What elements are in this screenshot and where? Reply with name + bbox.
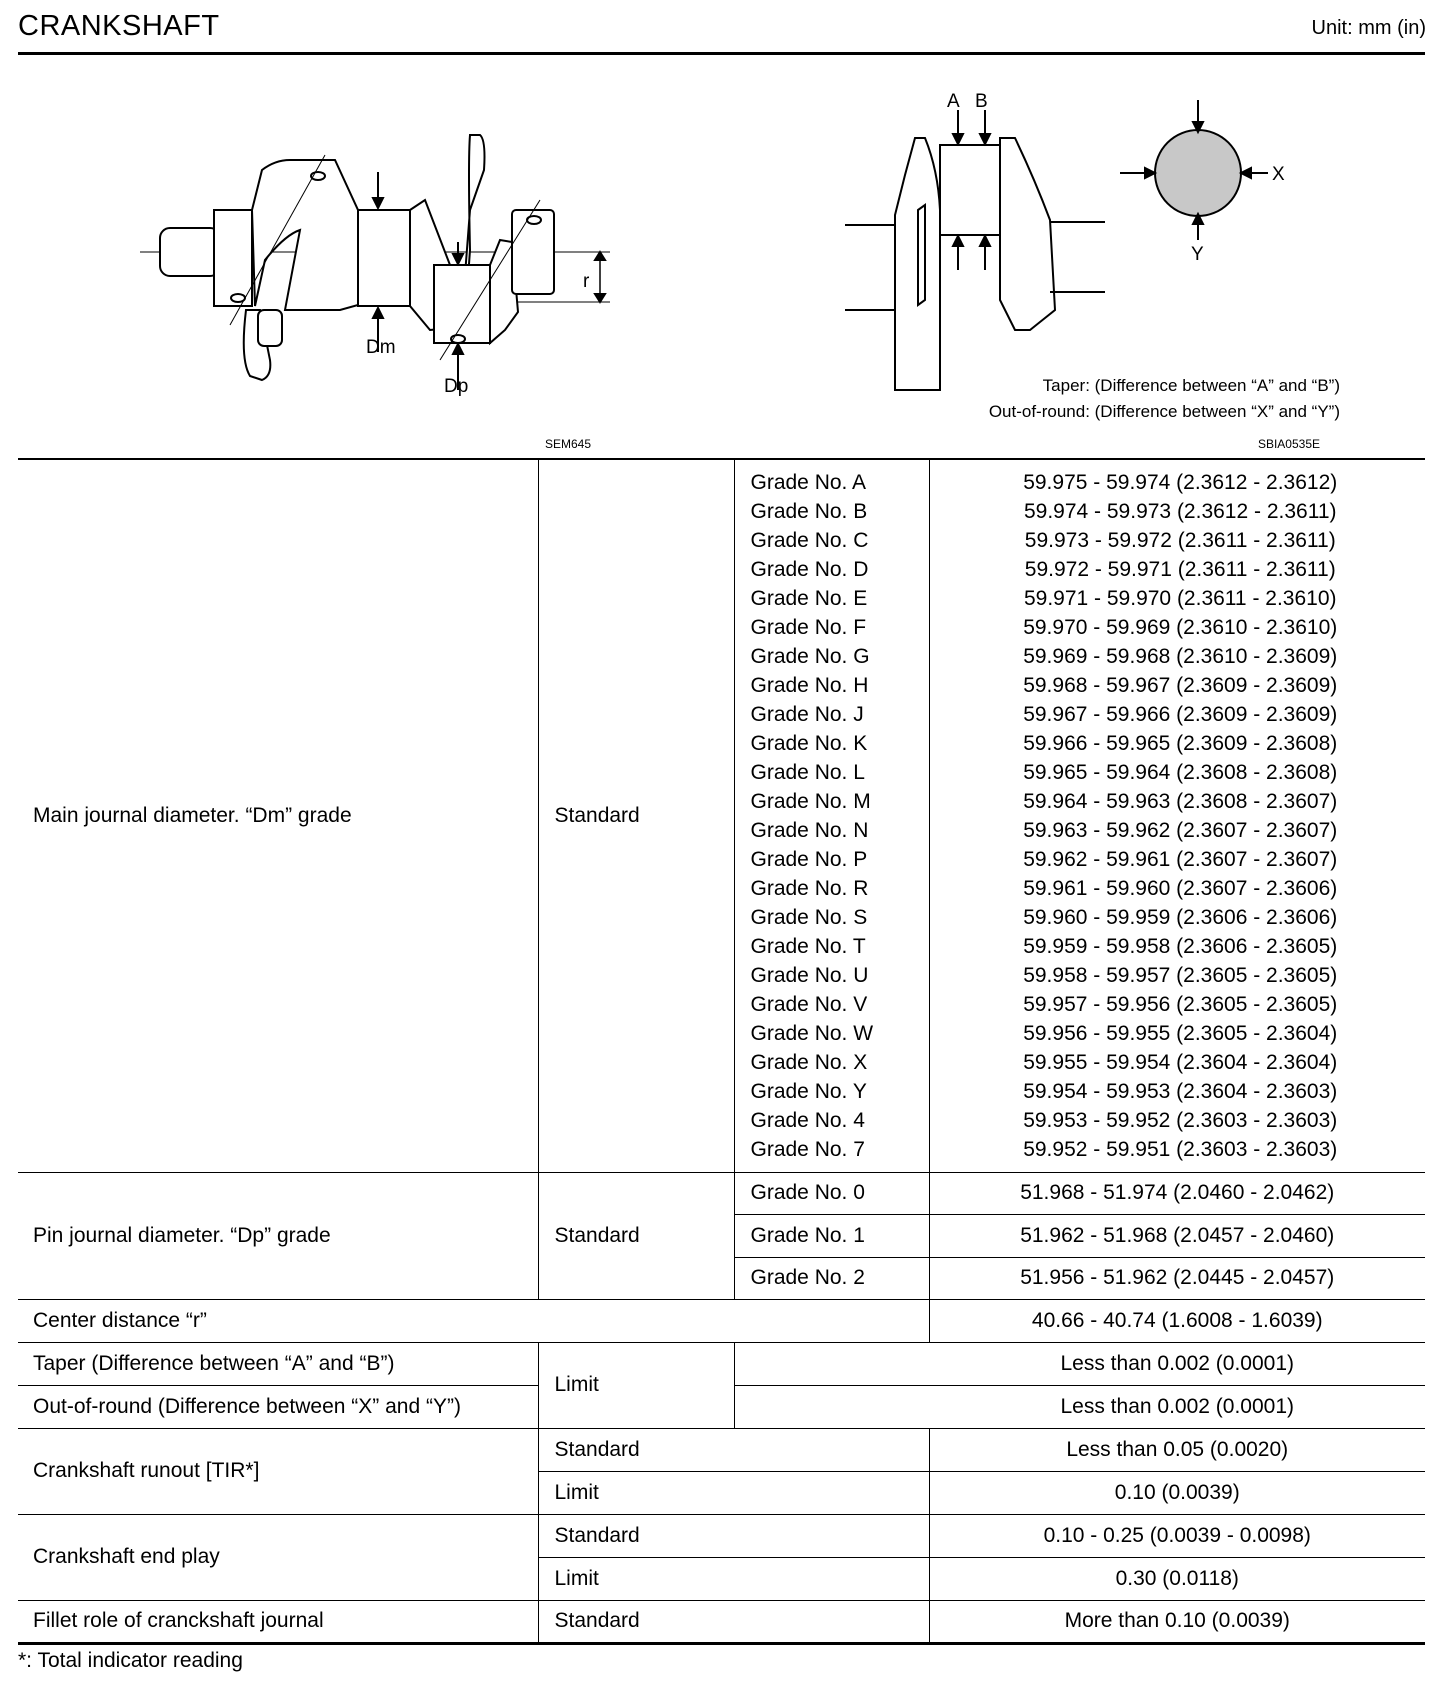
label-x: X <box>1272 164 1285 185</box>
main-journal-value: 59.963 - 59.962 (2.3607 - 2.3607) <box>1023 818 1338 842</box>
table-row-center-distance <box>18 1299 1425 1342</box>
figure-code-right: SBIA0535E <box>1257 437 1320 451</box>
main-journal-grade: Grade No. G <box>750 644 870 668</box>
main-journal-grade: Grade No. 7 <box>750 1137 865 1161</box>
table-row-pin-journal <box>18 1172 1425 1214</box>
header-rule <box>18 52 1425 55</box>
main-journal-grade: Grade No. N <box>750 818 869 842</box>
main-journal-value: 59.962 - 59.961 (2.3607 - 2.3607) <box>1023 847 1338 871</box>
figure-code-left: SEM645 <box>545 437 592 451</box>
main-journal-grade-list <box>735 468 929 1164</box>
main-journal-value: 59.975 - 59.974 (2.3612 - 2.3612) <box>1023 470 1338 494</box>
end-play-standard-value: 0.10 - 0.25 (0.0039 - 0.0098) <box>929 1514 1425 1557</box>
runout-standard-label: Standard <box>538 1428 929 1471</box>
main-journal-grade: Grade No. M <box>750 789 871 813</box>
main-journal-value: 59.969 - 59.968 (2.3610 - 2.3609) <box>1023 644 1338 668</box>
spec-table <box>18 458 1425 1645</box>
fillet-item: Fillet role of cranckshaft journal <box>18 1600 538 1643</box>
main-journal-value: 59.968 - 59.967 (2.3609 - 2.3609) <box>1023 673 1338 697</box>
pin-value-0: 51.968 - 51.974 (2.0460 - 2.0462) <box>929 1172 1425 1214</box>
taper-item: Taper (Difference between “A” and “B”) <box>18 1342 538 1385</box>
figure-area <box>0 60 1456 455</box>
taper-oor-condition: Limit <box>538 1342 734 1428</box>
main-journal-value: 59.953 - 59.952 (2.3603 - 2.3603) <box>1023 1108 1338 1132</box>
unit-label: Unit: mm (in) <box>1311 17 1426 39</box>
pin-grade-0: Grade No. 0 <box>734 1172 929 1214</box>
label-y: Y <box>1191 244 1204 265</box>
main-journal-value: 59.967 - 59.966 (2.3609 - 2.3609) <box>1023 702 1338 726</box>
main-journal-value: 59.960 - 59.959 (2.3606 - 2.3606) <box>1023 905 1338 929</box>
main-journal-value: 59.961 - 59.960 (2.3607 - 2.3606) <box>1023 876 1338 900</box>
center-distance-item: Center distance “r” <box>18 1299 929 1342</box>
page-header <box>18 0 1426 56</box>
main-journal-grade: Grade No. X <box>750 1050 868 1074</box>
main-journal-grade: Grade No. J <box>750 702 864 726</box>
main-journal-value: 59.971 - 59.970 (2.3611 - 2.3610) <box>1023 586 1337 610</box>
runout-limit-label: Limit <box>538 1471 929 1514</box>
main-journal-grade: Grade No. A <box>750 470 867 494</box>
main-journal-value: 59.970 - 59.969 (2.3610 - 2.3610) <box>1023 615 1338 639</box>
main-journal-grade: Grade No. U <box>750 963 869 987</box>
label-b: B <box>975 91 988 112</box>
fillet-condition: Standard <box>538 1600 929 1643</box>
main-journal-value: 59.959 - 59.958 (2.3606 - 2.3605) <box>1023 934 1338 958</box>
dm-label: Dm <box>366 337 396 358</box>
out-of-round-item: Out-of-round (Difference between “X” and “Y”) <box>18 1385 538 1428</box>
main-journal-value: 59.954 - 59.953 (2.3604 - 2.3603) <box>1023 1079 1338 1103</box>
main-journal-grade: Grade No. E <box>750 586 868 610</box>
runout-limit-value: 0.10 (0.0039) <box>929 1471 1425 1514</box>
main-journal-value: 59.973 - 59.972 (2.3611 - 2.3611) <box>1024 528 1336 552</box>
main-journal-item: Main journal diameter. “Dm” grade <box>18 459 538 1172</box>
main-journal-condition: Standard <box>538 459 734 1172</box>
fillet-value: More than 0.10 (0.0039) <box>929 1600 1425 1643</box>
main-journal-value: 59.965 - 59.964 (2.3608 - 2.3608) <box>1023 760 1338 784</box>
main-journal-grade: Grade No. L <box>750 760 865 784</box>
end-play-limit-value: 0.30 (0.0118) <box>929 1557 1425 1600</box>
end-play-limit-label: Limit <box>538 1557 929 1600</box>
pin-value-1: 51.962 - 51.968 (2.0457 - 2.0460) <box>929 1214 1425 1257</box>
main-journal-value: 59.966 - 59.965 (2.3609 - 2.3608) <box>1023 731 1338 755</box>
pin-value-2: 51.956 - 51.962 (2.0445 - 2.0457) <box>929 1257 1425 1299</box>
main-journal-grade: Grade No. B <box>750 499 868 523</box>
main-journal-grade: Grade No. 4 <box>750 1108 865 1132</box>
footnote: *: Total indicator reading <box>18 1649 243 1672</box>
dp-label: Dp <box>444 376 469 397</box>
main-journal-grade: Grade No. H <box>750 673 869 697</box>
main-journal-grade: Grade No. W <box>750 1021 874 1045</box>
main-journal-grade: Grade No. P <box>750 847 868 871</box>
out-of-round-value: Less than 0.002 (0.0001) <box>734 1385 1425 1428</box>
main-journal-value: 59.957 - 59.956 (2.3605 - 2.3605) <box>1023 992 1338 1016</box>
main-journal-grade: Grade No. T <box>750 934 866 958</box>
main-journal-value: 59.952 - 59.951 (2.3603 - 2.3603) <box>1023 1137 1338 1161</box>
main-journal-value: 59.974 - 59.973 (2.3612 - 2.3611) <box>1023 499 1337 523</box>
main-journal-value-list <box>930 468 1426 1164</box>
runout-item: Crankshaft runout [TIR*] <box>18 1428 538 1514</box>
main-journal-value: 59.955 - 59.954 (2.3604 - 2.3604) <box>1023 1050 1338 1074</box>
table-row-taper <box>18 1342 1425 1385</box>
main-journal-grade: Grade No. C <box>750 528 869 552</box>
taper-caption: Taper: (Difference between “A” and “B”) <box>1042 376 1340 395</box>
main-journal-value: 59.956 - 59.955 (2.3605 - 2.3604) <box>1023 1021 1338 1045</box>
end-play-item: Crankshaft end play <box>18 1514 538 1600</box>
label-a: A <box>947 91 960 112</box>
main-journal-value: 59.972 - 59.971 (2.3611 - 2.3611) <box>1024 557 1336 581</box>
table-row-runout <box>18 1428 1425 1471</box>
main-journal-grade: Grade No. S <box>750 905 868 929</box>
main-journal-grade: Grade No. F <box>750 615 867 639</box>
end-play-standard-label: Standard <box>538 1514 929 1557</box>
pin-grade-2: Grade No. 2 <box>734 1257 929 1299</box>
table-row-main-journal <box>18 459 1425 1172</box>
main-journal-value: 59.964 - 59.963 (2.3608 - 2.3607) <box>1023 789 1338 813</box>
main-journal-grade: Grade No. D <box>750 557 869 581</box>
pin-journal-item: Pin journal diameter. “Dp” grade <box>18 1172 538 1299</box>
taper-value: Less than 0.002 (0.0001) <box>734 1342 1425 1385</box>
page-title: CRANKSHAFT <box>18 10 220 42</box>
pin-grade-1: Grade No. 1 <box>734 1214 929 1257</box>
main-journal-grade: Grade No. Y <box>750 1079 867 1103</box>
main-journal-grade: Grade No. R <box>750 876 869 900</box>
center-distance-value: 40.66 - 40.74 (1.6008 - 1.6039) <box>929 1299 1425 1342</box>
pin-journal-condition: Standard <box>538 1172 734 1299</box>
table-row-end-play <box>18 1514 1425 1557</box>
main-journal-value: 59.958 - 59.957 (2.3605 - 2.3605) <box>1023 963 1338 987</box>
main-journal-grade: Grade No. K <box>750 731 868 755</box>
table-row-fillet <box>18 1600 1425 1643</box>
out-of-round-caption: Out-of-round: (Difference between “X” and “Y”) <box>988 402 1340 421</box>
journal-figure <box>845 100 1268 390</box>
r-label: r <box>583 271 590 292</box>
runout-standard-value: Less than 0.05 (0.0020) <box>929 1428 1425 1471</box>
main-journal-grade: Grade No. V <box>750 992 868 1016</box>
